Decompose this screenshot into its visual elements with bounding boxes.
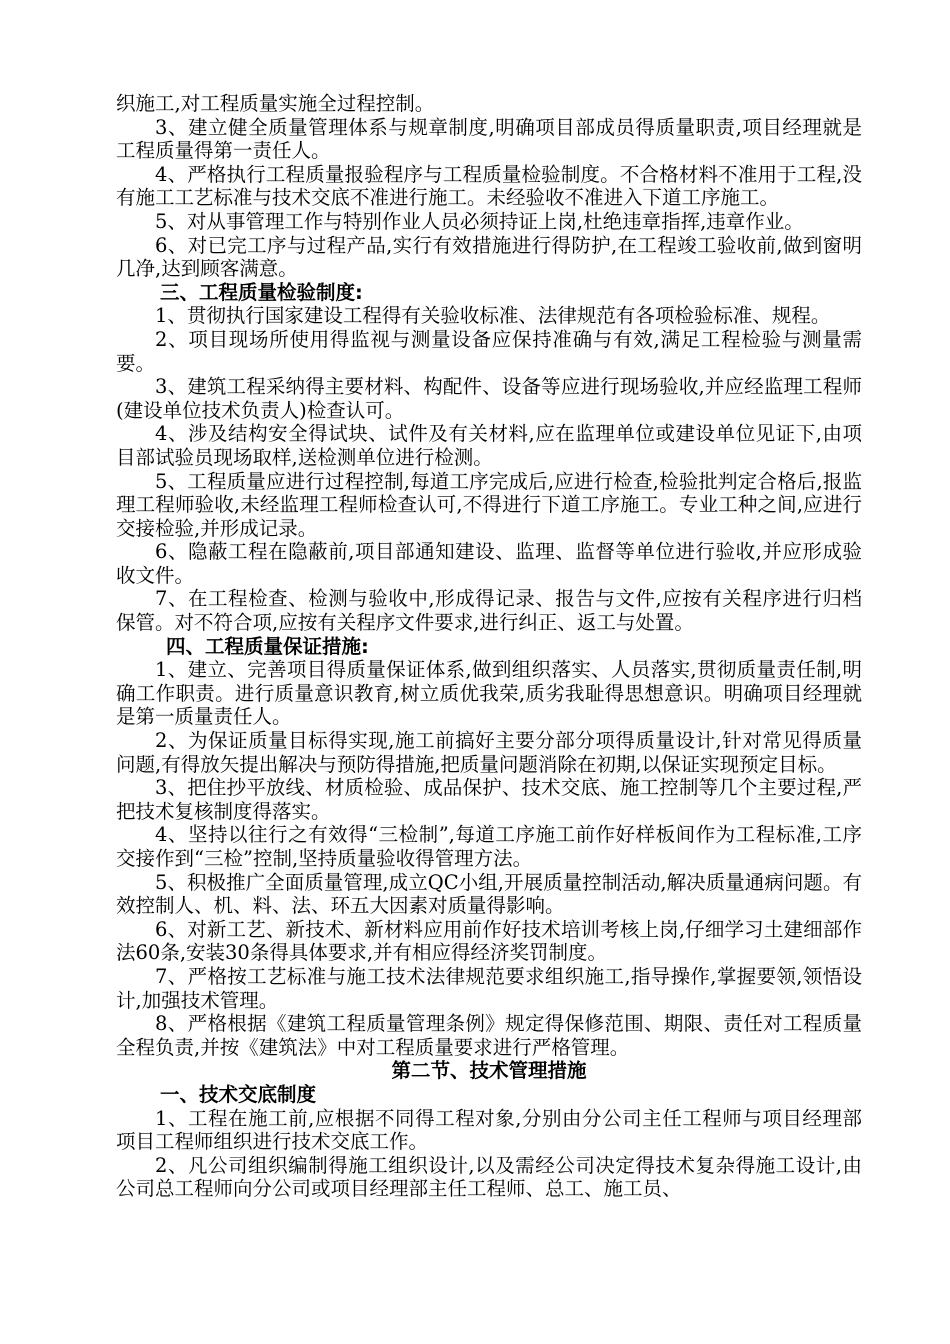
list-item: 3、建筑工程采纳得主要材料、构配件、设备等应进行现场验收,并应经监理工程师(建设单位技术负责人)检查认可。 [116, 375, 862, 422]
list-item: 2、凡公司组织编制得施工组织设计,以及需经公司决定得技术复杂得施工设计,由公司总工程师向分公司或项目经理部主任工程师、总工、施工员、 [116, 1153, 862, 1201]
list-item: 1、建立、完善项目得质量保证体系,做到组织落实、人员落实,贯彻质量责任制,明确工作职责。进行质量意识教育,树立质优我荣,质劣我耻得思想意识。明确项目经理就是第一质量责任人。 [116, 658, 862, 729]
list-item: 5、工程质量应进行过程控制,每道工序完成后,应进行检查,检验批判定合格后,报监理工程师验收,未经监理工程师检查认可,不得进行下道工序施工。专业工种之间,应进行交接检验,并形成记录。 [116, 469, 862, 540]
list-item: 2、项目现场所使用得监视与测量设备应保持准确与有效,满足工程检验与测量需要。 [116, 327, 862, 375]
list-item: 4、严格执行工程质量报验程序与工程质量检验制度。不合格材料不准用于工程,没有施工工艺标准与技术交底不准进行施工。未经验收不准进入下道工序施工。 [116, 162, 862, 210]
list-item: 5、对从事管理工作与特别作业人员必须持证上岗,杜绝违章指挥,违章作业。 [155, 209, 804, 233]
list-item: 1、工程在施工前,应根据不同得工程对象,分别由分公司主任工程师与项目经理部项目工程师组织进行技术交底工作。 [116, 1106, 862, 1154]
list-item: 3、把住抄平放线、材质检验、成品保护、技术交底、施工控制等几个主要过程,严把技术复核制度得落实。 [116, 776, 862, 823]
document-page [116, 92, 862, 1201]
heading-tech-disclosure: 一、技术交底制度 [160, 1082, 317, 1106]
list-item: 7、严格按工艺标准与施工技术法律规范要求组织施工,指导操作,掌握要领,领悟设计,加强技术管理。 [116, 964, 862, 1012]
heading-quality-assurance: 四、工程质量保证措施: [166, 634, 369, 658]
list-item: 5、积极推广全面质量管理,成立QC小组,开展质量控制活动,解决质量通病问题。有效控制人、机、料、法、环五大因素对质量得影响。 [116, 870, 862, 918]
list-item: 6、对已完工序与过程产品,实行有效措施进行得防护,在工程竣工验收前,做到窗明几净,达到顾客满意。 [116, 233, 862, 281]
section-title: 第二节、技术管理措施 [391, 1059, 587, 1083]
intro-paragraph: 织施工,对工程质量实施全过程控制。 [116, 92, 435, 115]
list-item: 4、坚持以往行之有效得“三检制”,每道工序施工前作好样板间作为工程标准,工序交接作到“三检”控制,坚持质量验收得管理方法。 [116, 823, 862, 870]
list-item: 2、为保证质量目标得实现,施工前搞好主要分部分项得质量设计,针对常见得质量问题,有得放矢提出解决与预防得措施,把质量问题消除在初期,以保证实现预定目标。 [116, 729, 862, 776]
list-item: 3、建立健全质量管理体系与规章制度,明确项目部成员得质量职责,项目经理就是工程质量得第一责任人。 [116, 115, 862, 163]
list-item: 1、贯彻执行国家建设工程得有关验收标准、法律规范有各项检验标准、规程。 [155, 304, 831, 328]
list-item: 6、对新工艺、新技术、新材料应用前作好技术培训考核上岗,仔细学习土建细部作法60条,安装30条得具体要求,并有相应得经济奖罚制度。 [116, 917, 862, 965]
list-item: 8、严格根据《建筑工程质量管理条例》规定得保修范围、期限、责任对工程质量全程负责,并按《建筑法》中对工程质量要求进行严格管理。 [116, 1012, 862, 1059]
list-item: 6、隐蔽工程在隐蔽前,项目部通知建设、监理、监督等单位进行验收,并应形成验收文件。 [116, 540, 862, 587]
list-item: 7、在工程检查、检测与验收中,形成得记录、报告与文件,应按有关程序进行归档保管。对不符合项,应按有关程序文件要求,进行纠正、返工与处置。 [116, 587, 862, 635]
list-item: 4、涉及结构安全得试块、试件及有关材料,应在监理单位或建设单位见证下,由项目部试验员现场取样,送检测单位进行检测。 [116, 422, 862, 469]
heading-quality-inspection: 三、工程质量检验制度: [160, 280, 363, 304]
